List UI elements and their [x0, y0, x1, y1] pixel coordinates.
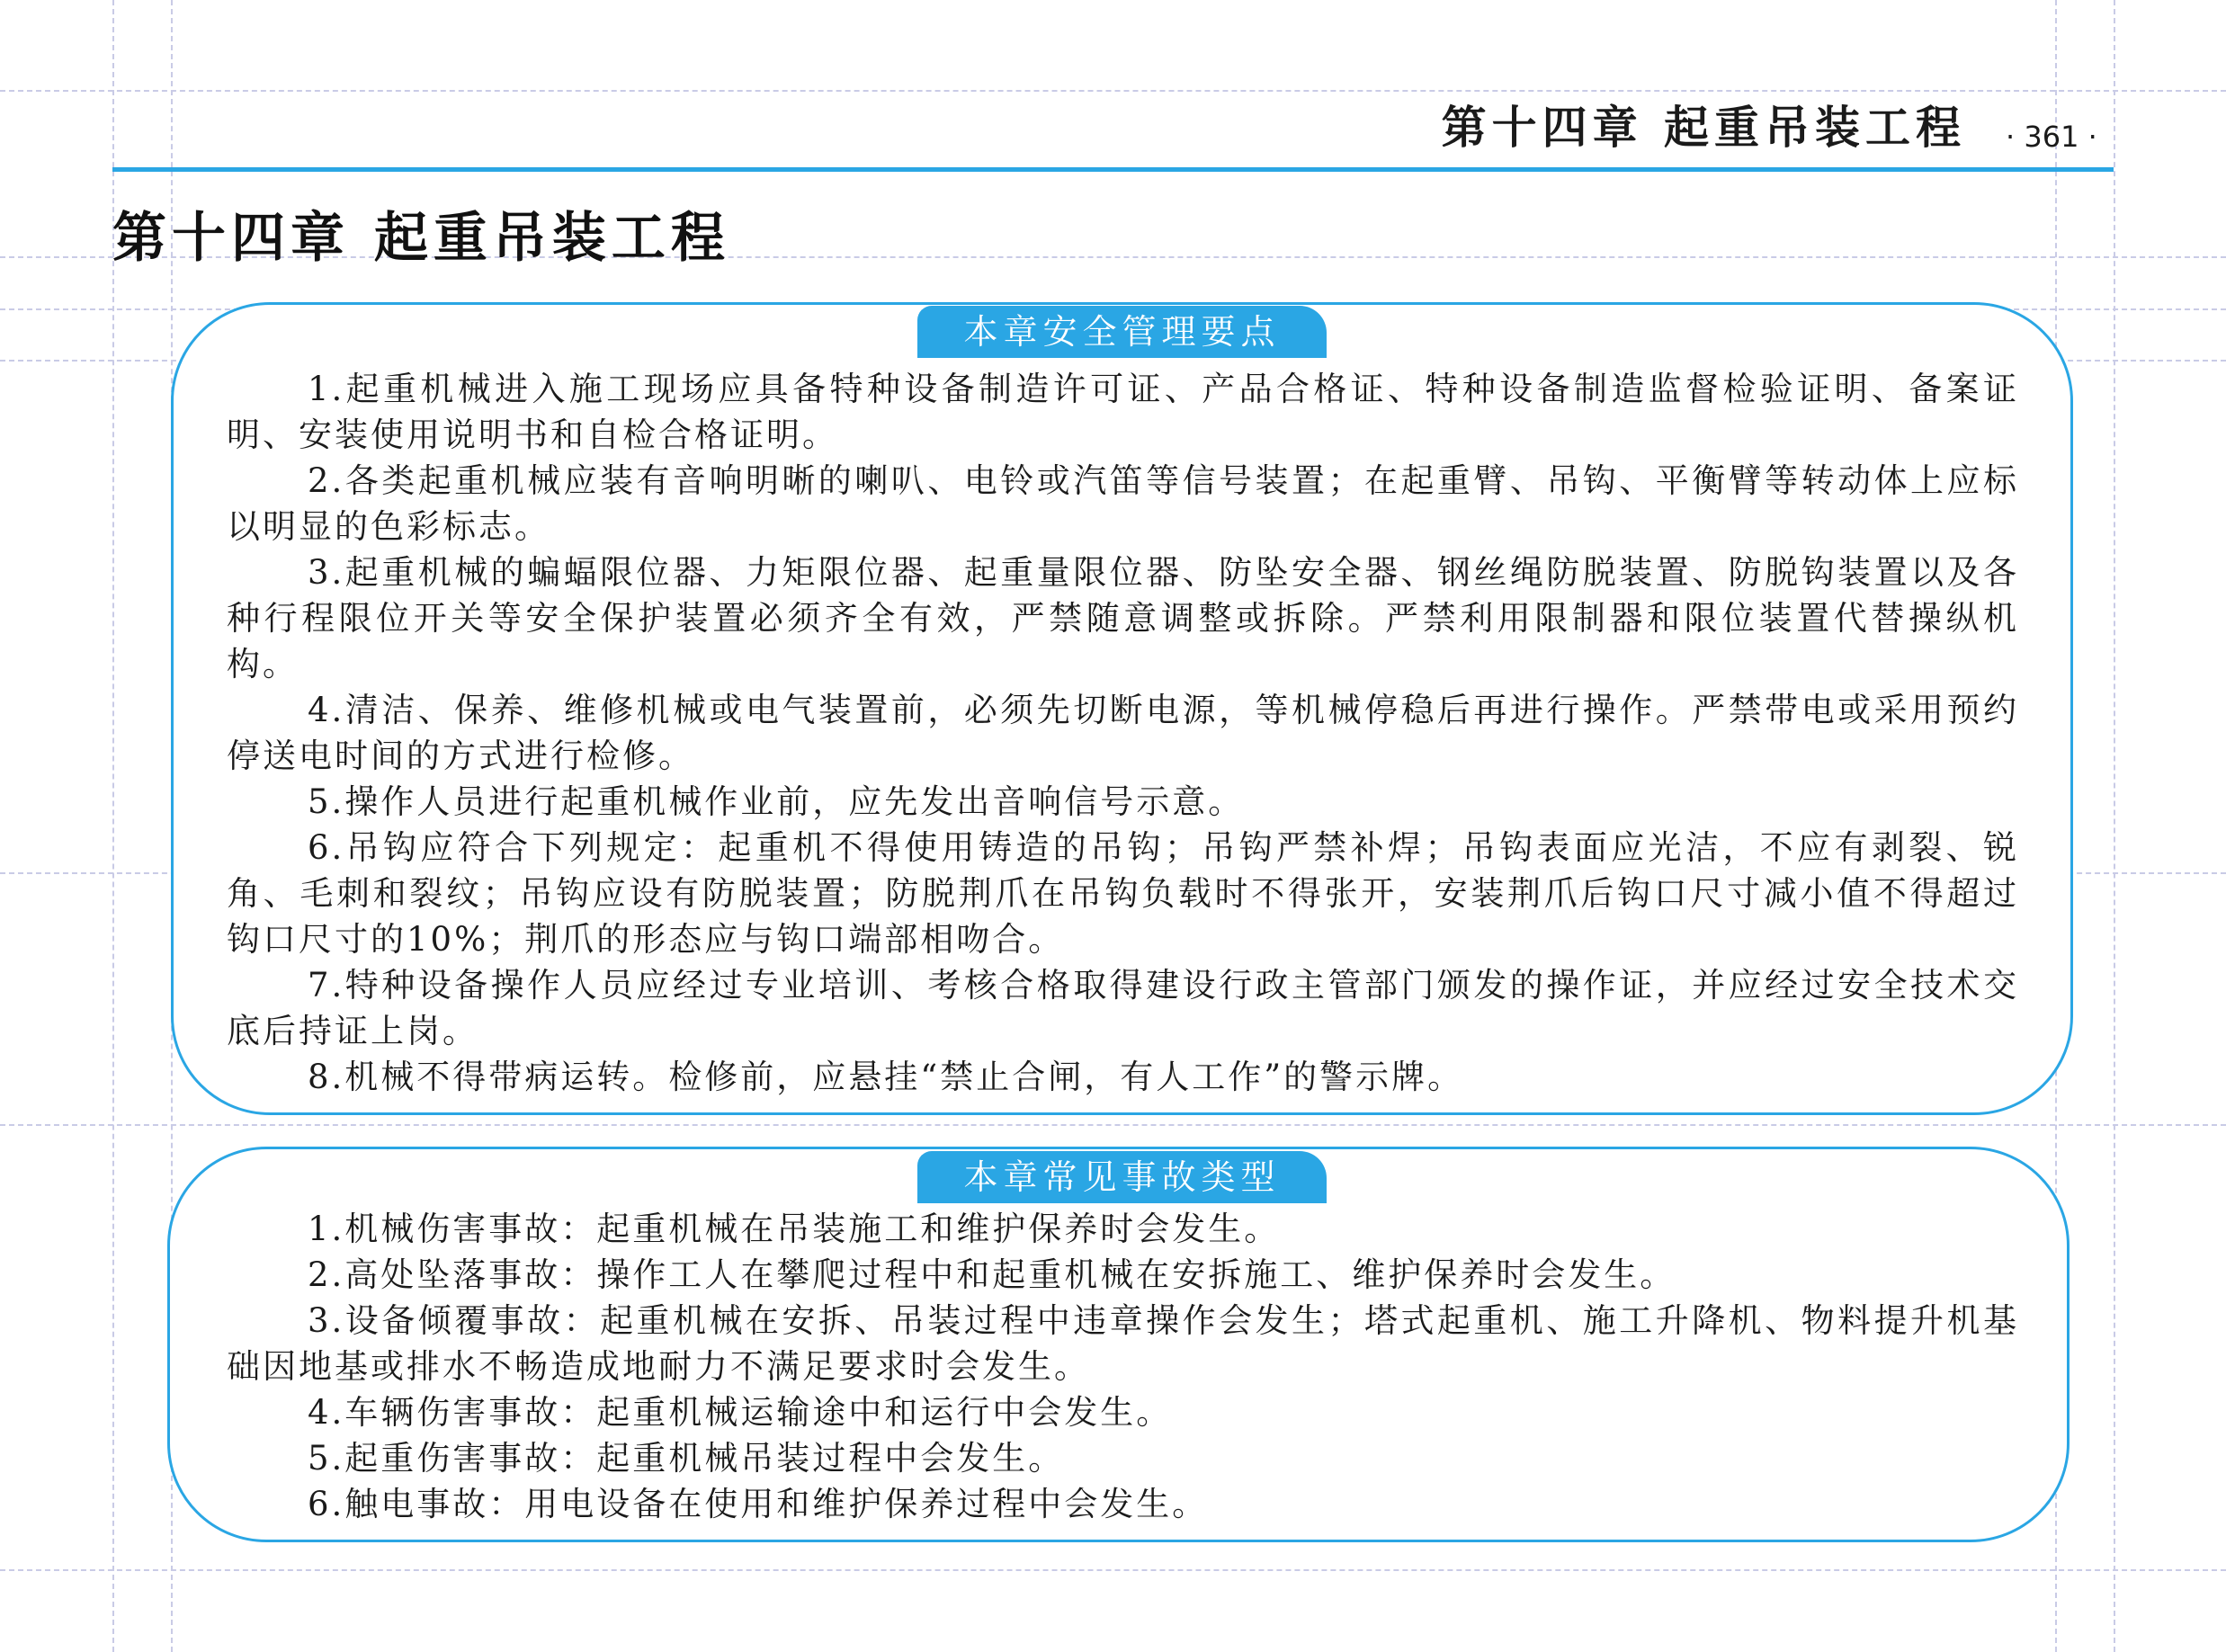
running-header-title: 第十四章 起重吊装工程	[1441, 102, 1966, 154]
crop-guide-line	[0, 1569, 2226, 1571]
list-item: 1.机械伤害事故：起重机械在吊装施工和维护保养时会发生。	[308, 1210, 1281, 1248]
list-item: 3.设备倾覆事故：起重机械在安拆、吊装过程中违章操作会发生；塔式起重机、施工升降机、物料提升机基础因地基或排水不畅造成地耐力不满足要求时会发生。	[227, 1301, 2019, 1386]
list-item: 7.特种设备操作人员应经过专业培训、考核合格取得建设行政主管部门颁发的操作证，并应经过安全技术交底后持证上岗。	[227, 966, 2019, 1050]
list-item: 4.车辆伤害事故：起重机械运输途中和运行中会发生。	[308, 1393, 1173, 1432]
accident-types-body	[227, 1206, 2019, 1527]
safety-points-body	[227, 366, 2019, 1100]
safety-points-title: 本章安全管理要点	[917, 306, 1327, 358]
crop-guide-line	[2114, 0, 2115, 1652]
list-item: 2.高处坠落事故：操作工人在攀爬过程中和起重机械在安拆施工、维护保养时会发生。	[308, 1255, 1676, 1294]
page-number: · 361 ·	[2006, 120, 2097, 154]
list-item: 5.起重伤害事故：起重机械吊装过程中会发生。	[308, 1439, 1065, 1478]
list-item: 6.吊钩应符合下列规定：起重机不得使用铸造的吊钩；吊钩严禁补焊；吊钩表面应光洁，不应有剥裂、锐角、毛刺和裂纹；吊钩应设有防脱装置；防脱荆爪在吊钩负载时不得张开，安装荆爪后钩口尺寸减小值不得超过钩口尺寸的10%；荆爪的形态应与钩口端部相吻合。	[227, 828, 2019, 959]
list-item: 5.操作人员进行起重机械作业前，应先发出音响信号示意。	[308, 782, 1245, 821]
list-item: 4.清洁、保养、维修机械或电气装置前，必须先切断电源，等机械停稳后再进行操作。严禁带电或采用预约停送电时间的方式进行检修。	[227, 691, 2019, 775]
list-item: 1.起重机械进入施工现场应具备特种设备制造许可证、产品合格证、特种设备制造监督检验证明、备案证明、安装使用说明书和自检合格证明。	[227, 370, 2019, 454]
list-item: 2.各类起重机械应装有音响明晰的喇叭、电铃或汽笛等信号装置；在起重臂、吊钩、平衡臂等转动体上应标以明显的色彩标志。	[227, 461, 2019, 546]
list-item: 8.机械不得带病运转。检修前，应悬挂“禁止合闸，有人工作”的警示牌。	[308, 1058, 1464, 1096]
list-item: 3.起重机械的蝙蝠限位器、力矩限位器、起重量限位器、防坠安全器、钢丝绳防脱装置、防脱钩装置以及各种行程限位开关等安全保护装置必须齐全有效，严禁随意调整或拆除。严禁利用限制器和限位装置代替操纵机构。	[227, 553, 2019, 683]
header-rule	[112, 167, 2114, 172]
list-item: 6.触电事故：用电设备在使用和维护保养过程中会发生。	[308, 1485, 1209, 1523]
crop-guide-line	[0, 90, 2226, 92]
accident-types-title: 本章常见事故类型	[917, 1151, 1327, 1203]
crop-guide-line	[0, 1124, 2226, 1126]
chapter-title: 第十四章 起重吊装工程	[112, 207, 730, 270]
